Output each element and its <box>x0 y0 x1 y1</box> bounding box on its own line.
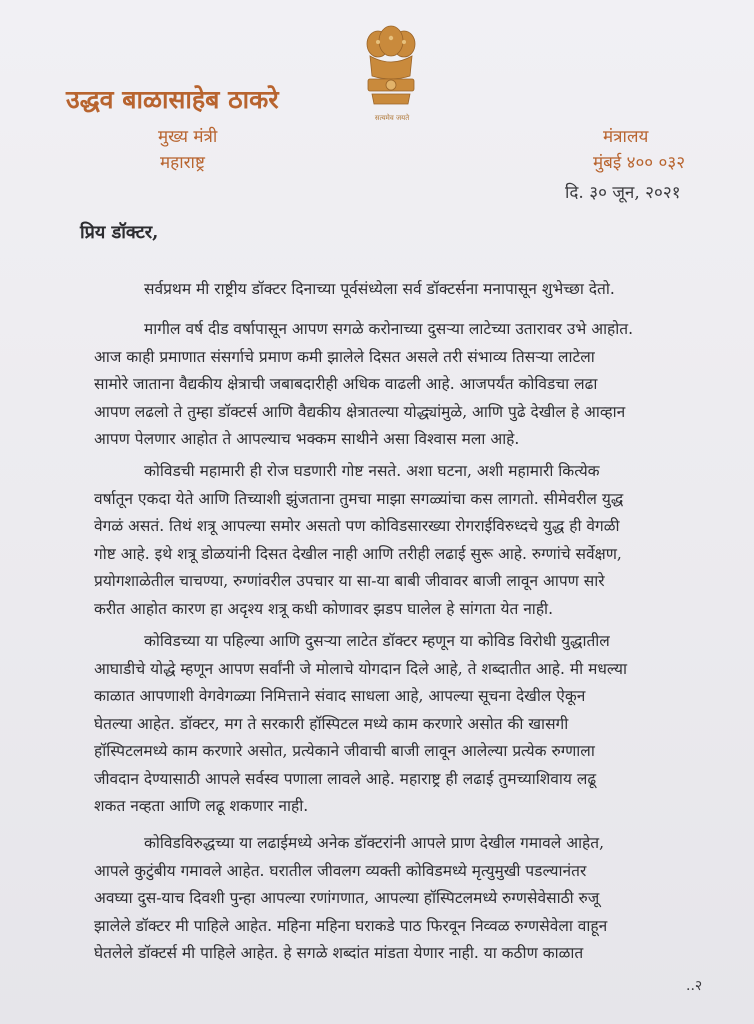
paragraph-line: कोविडच्या या पहिल्या आणि दुसऱ्या लाटेत डॉक्टर म्हणून या कोविड विरोधी युद्धातील <box>144 632 610 650</box>
paragraph-line: घेतल्या आहेत. डॉक्टर, मग ते सरकारी हॉस्पिटल मध्ये काम करणारे असोत की खासगी <box>94 714 569 733</box>
office-address <box>593 124 686 176</box>
office-line: मंत्रालय <box>603 127 649 147</box>
paragraph-line: आघाडीचे योद्धे म्हणून आपण सर्वांनी जे मोलाचे योगदान दिले आहे, ते शब्दातीत आहे. मी मधल्या <box>94 659 627 678</box>
sender-name: उद्धव बाळासाहेब ठाकरे <box>66 85 279 114</box>
paragraph-line: झालेले डॉक्टर मी पाहिले आहेत. महिना महिना घराकडे पाठ फिरवून निव्वळ रुग्णसेवेला वाहून <box>94 916 608 935</box>
emblem-motto: सत्यमेव जयते <box>374 114 410 122</box>
paragraph-line: आपण लढलो ते तुम्हा डॉक्टर्स आणि वैद्यकीय क्षेत्रातल्या योद्ध्यांमुळे, आणि पुढे देखील हे आव्हान <box>94 402 626 421</box>
body-paragraph <box>94 316 710 454</box>
body-paragraph <box>94 628 710 821</box>
paragraph-line: मागील वर्ष दीड वर्षापासून आपण सगळे करोनाच्या दुसऱ्या लाटेच्या उतारावर उभे आहोत. <box>144 320 634 338</box>
paragraph-line: वेगळं असतं. तिथं शत्रू आपल्या समोर असतो पण कोविडसारख्या रोगराईविरुध्दचे युद्ध ही वेगळी <box>94 517 620 535</box>
paragraph-line: आपण पेलणार आहोत ते आपल्याच भक्कम साथीने असा विश्वास मला आहे. <box>94 430 520 448</box>
office-line: मुंबई ४०० ०३२ <box>593 153 686 173</box>
page-number: ..२ <box>686 978 703 994</box>
paragraph-line: कोविडची महामारी ही रोज घडणारी गोष्ट नसते. अशा घटना, अशी महामारी कित्येक <box>144 462 600 480</box>
paragraph-line: कोविडविरुद्धच्या या लढाईमध्ये अनेक डॉक्टरांनी आपले प्राण देखील गमावले आहेत, <box>144 834 605 852</box>
paragraph-line: घेतलेले डॉक्टर्स मी पाहिले आहेत. हे सगळे शब्दांत मांडता येणार नाही. या कठीण काळात <box>94 944 584 962</box>
paragraph-line: जीवदान देण्यासाठी आपले सर्वस्व पणाला लावले आहे. महाराष्ट्र ही लढाई तुमच्याशिवाय लढू <box>94 769 597 788</box>
paragraph-line: आज काही प्रमाणात संसर्गाचे प्रमाण कमी झालेले दिसत असले तरी संभाव्य तिसऱ्या लाटेला <box>94 347 595 366</box>
sender-designation <box>158 124 217 176</box>
body-paragraph <box>106 276 710 304</box>
paragraph-line: वर्षातून एकदा येते आणि तिच्याशी झुंजताना तुमचा माझा सगळ्यांचा कस लागतो. सीमेवरील युद्ध <box>94 489 624 508</box>
body-paragraph <box>94 830 710 968</box>
paragraph-line: अवघ्या दुस-याच दिवशी पुन्हा आपल्या रणांगणात, आपल्या हॉस्पिटलमध्ये रुग्णसेवेसाठी रुजू <box>94 889 600 907</box>
paragraph-line: काळात आपणाशी वेगवेगळ्या निमित्ताने संवाद साधला आहे, आपल्या सूचना देखील ऐकून <box>94 687 586 705</box>
paragraph-line: प्रयोगशाळेतील चाचण्या, रुग्णांवरील उपचार या सा-या बाबी जीवावर बाजी लावून आपण सारे <box>94 572 605 590</box>
paragraph-line: आपले कुटुंबीय गमावले आहेत. घरातील जीवलग व्यक्ती कोविडमध्ये मृत्युमुखी पडल्यानंतर <box>94 861 587 880</box>
letter-date: दि. ३० जून, २०२१ <box>565 183 681 203</box>
national-emblem-icon <box>358 24 424 124</box>
paragraph-line: गोष्ट आहे. इथे शत्रू डोळयांनी दिसत देखील नाही आणि तरीही लढाई सुरू आहे. रुग्णांचे सर्वेक्षण, <box>94 544 622 563</box>
paragraph-line: सामोरे जाताना वैद्यकीय क्षेत्राची जबाबदारीही अधिक वाढली आहे. आजपर्यंत कोविडचा लढा <box>94 375 598 393</box>
designation-line: महाराष्ट्र <box>160 153 205 173</box>
body-paragraph <box>94 458 710 623</box>
paragraph-line: करीत आहोत कारण हा अदृश्य शत्रू कधी कोणावर झडप घालेल हे सांगता येत नाही. <box>94 599 553 618</box>
paragraph-line: सर्वप्रथम मी राष्ट्रीय डॉक्टर दिनाच्या पूर्वसंध्येला सर्व डॉक्टर्सना मनापासून शुभेच्छा देतो. <box>144 280 615 298</box>
paragraph-line: शकत नव्हता आणि लढू शकणार नाही. <box>94 797 309 815</box>
paragraph-line: हॉस्पिटलमध्ये काम करणारे असोत, प्रत्येकाने जीवाची बाजी लावून आलेल्या प्रत्येक रुग्णाला <box>94 742 595 760</box>
designation-line: मुख्य मंत्री <box>158 127 218 147</box>
salutation: प्रिय डॉक्टर, <box>80 222 159 243</box>
